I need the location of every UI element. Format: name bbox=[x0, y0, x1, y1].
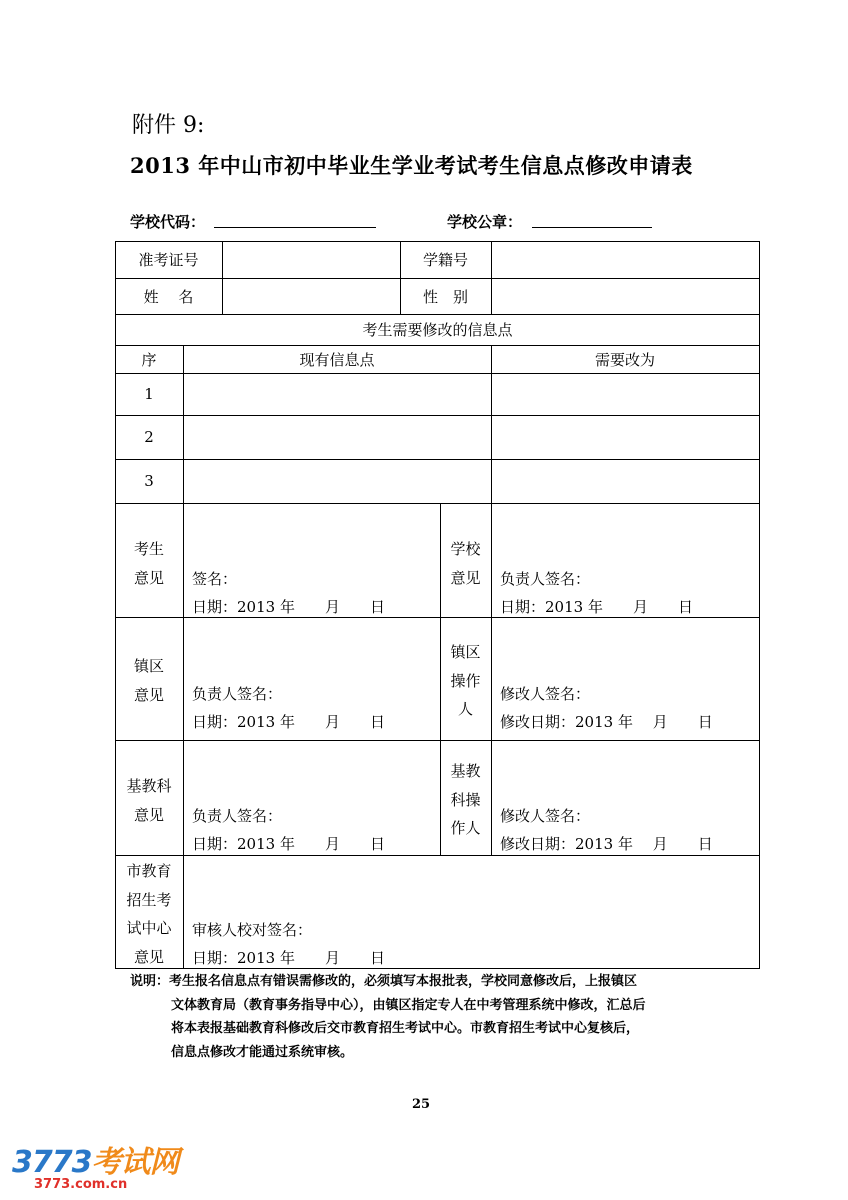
school-sign-label: 负责人签名： bbox=[500, 570, 591, 588]
school-code-label: 学校代码： bbox=[130, 213, 206, 231]
current-info-field[interactable] bbox=[184, 416, 491, 459]
col-current-header: 现有信息点 bbox=[299, 350, 375, 369]
town-modify-date-label: 修改日期：2013 年 月 日 bbox=[500, 713, 713, 731]
edu-opinion-label: 基教科 意见 bbox=[126, 777, 172, 824]
row-number: 3 bbox=[144, 472, 154, 490]
current-info-field[interactable] bbox=[184, 460, 491, 503]
town-operator-label: 镇区 操作 人 bbox=[450, 643, 481, 718]
city-center-opinion-label: 市教育 招生考 试中心 意见 bbox=[126, 862, 172, 966]
reviewer-sign-label: 审核人校对签名： bbox=[192, 921, 313, 939]
row-number: 1 bbox=[144, 385, 154, 403]
change-to-field[interactable] bbox=[492, 416, 759, 459]
city-date-label: 日期：2013 年 月 日 bbox=[192, 949, 385, 967]
name-label: 姓 名 bbox=[143, 287, 194, 306]
gender-field[interactable] bbox=[492, 279, 759, 314]
col-change-header: 需要改为 bbox=[594, 350, 655, 369]
town-sign-label: 负责人签名： bbox=[192, 685, 283, 703]
form-title: 2013 年中山市初中毕业生学业考试考生信息点修改申请表 bbox=[130, 153, 693, 178]
row-number: 2 bbox=[144, 428, 154, 446]
edu-date-label: 日期：2013 年 月 日 bbox=[192, 835, 385, 853]
student-sign-label: 签名： bbox=[192, 570, 238, 588]
student-id-label: 学籍号 bbox=[422, 251, 468, 269]
exam-number-field[interactable] bbox=[223, 242, 400, 278]
change-to-field[interactable] bbox=[492, 374, 759, 415]
student-opinion-label: 考生 意见 bbox=[133, 540, 164, 587]
col-seq-header: 序 bbox=[141, 350, 157, 369]
edu-operator-label: 基教 科操 作人 bbox=[450, 762, 481, 837]
school-opinion-label: 学校 意见 bbox=[450, 540, 481, 587]
section-title: 考生需要修改的信息点 bbox=[362, 321, 513, 339]
edu-sign-label: 负责人签名： bbox=[192, 807, 283, 825]
school-date-label: 日期：2013 年 月 日 bbox=[500, 598, 693, 616]
instructions-note: 说明：考生报名信息点有错误需修改的，必须填写本报批表，学校同意修改后，上报镇区 文体教育局（教育事务指导中心），由镇区指定专人在中考管理系统中修改，汇总后 将本表报基础教育科修改后交市教育招生考试中心。市教育招生考试中心复核后， 信息点修改才能通过系统审核。 bbox=[130, 974, 646, 1060]
name-field[interactable] bbox=[223, 279, 400, 314]
school-code-field[interactable] bbox=[214, 226, 376, 228]
school-seal-field[interactable] bbox=[532, 226, 652, 228]
edu-modifier-sign-label: 修改人签名： bbox=[500, 807, 591, 825]
page-number: 25 bbox=[412, 1097, 431, 1112]
school-seal-label: 学校公章： bbox=[447, 213, 523, 231]
attachment-label: 附件 9: bbox=[132, 113, 205, 138]
town-date-label: 日期：2013 年 月 日 bbox=[192, 713, 385, 731]
edu-modify-date-label: 修改日期：2013 年 月 日 bbox=[500, 835, 713, 853]
change-to-field[interactable] bbox=[492, 460, 759, 503]
town-opinion-label: 镇区 意见 bbox=[133, 657, 164, 704]
student-date-label: 日期：2013 年 月 日 bbox=[192, 598, 385, 616]
current-info-field[interactable] bbox=[184, 374, 491, 415]
gender-label: 性 别 bbox=[422, 287, 468, 306]
student-id-field[interactable] bbox=[492, 242, 759, 278]
site-watermark-logo: 3773考试网 3773.com.cn bbox=[12, 1145, 179, 1192]
exam-number-label: 准考证号 bbox=[138, 251, 199, 269]
town-modifier-sign-label: 修改人签名： bbox=[500, 685, 591, 703]
